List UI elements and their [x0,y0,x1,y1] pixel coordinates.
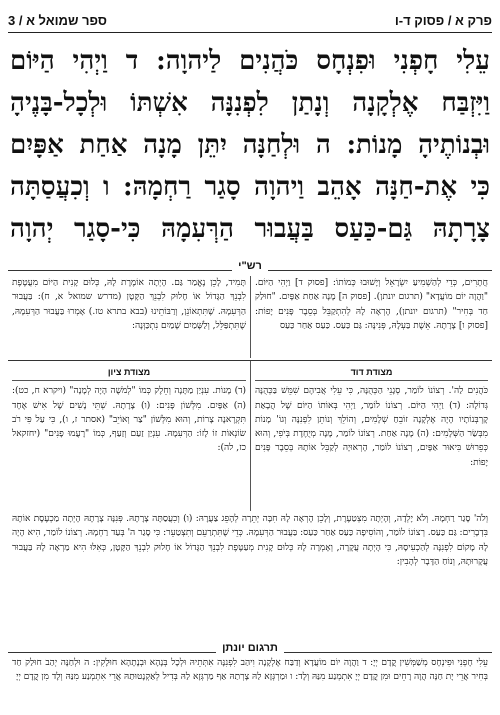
metzudat-david-column [250,361,492,511]
verse-line: צָרָתָהּ גַּם-כַּעַס בַּעֲבוּר הַרְּעִמָהּ כִּי-סָגַר יְהוָה [10,214,490,244]
rashi-heading: רש"י [8,254,492,271]
rashi-right-column: חֲתָרִים, כְּדֵי לְהַשְׁמִיעַ יִשְׂרָאֵל וְיָשׁוּבוּ כְּמוֹתוֹ: [פסוק ד] וַיְהִי הַיּוֹם. "וַהֲוָה יוֹם מוֹעֲדָא" (תרגום יונתן). [פסוק ה] מָנָה אַחַת אַפָּיִם. "חוּלַק חַד בְּחִיר" (תרגום יונתן), הֶרְאָה לָהּ לְהִתְקַבֵּל בְּסֵבֶר פָּנִים יָפוֹת: [פסוק ו] צָרָתָהּ. אֵשֶׁת בַּעְלָהּ, פְּנִינָּה: גַּם כַּעַס. כַּעַס אַחַר כַּעַס [250,276,492,358]
verse-line: וּבְנוֹתֶיהָ מָנוֹת: ה וּלְחַנָּה יִתֵּן מָנָה אַחַת אַפָּיִם [10,130,490,160]
metzudat-tzion-heading: מצודת ציון [12,365,246,381]
biblical-text [10,40,490,252]
verse-line: כִּי אֶת-חַנָּה אָהֵב וַיהוָה סָגַר רַחְמָהּ: ו וְכִעֲסַתָּה [10,172,490,202]
commentary-continuation: וְלֹה' סָגַר רַחְמָהּ. וְלֹא יָלְדָה, וְהָיְתָה מִצְטַעֶרֶת, וְלָכֵן הֶרְאָה לָהּ חִבָּה יְתֵרָה לְהָפֵג צַעֲרָהּ: (ו) וְכִעֲסַתָּה צָרָתָהּ. פְּנִנָּה צָרָתָהּ הָיְתָה מַכְעֶסֶת אוֹתָהּ בִּדְבָרִים: גַּם כַּעַס. רְצוֹנוֹ לוֹמַר, וְהוֹסִיפָה כַּעַס אַחַר כַּעַס: בַּעֲבוּר הַרְּעִמָהּ. כְּדֵי שֶׁתִּתְרַעֵם וְתִצְטַעֵר: כִּי סָגַר ה' בְּעַד רַחְמָהּ. רְצוֹנוֹ לוֹמַר, הִיא הָיָה לָהּ מָקוֹם לִפְנִנָּה לְהַכְעִיסָהּ, כִּי הָיְתָה עֲקָרָה, וְאָמְרָה לָהּ כְּלוּם קָנִית מְעַטֶּפֶת לִבְנֵךְ הַגָּדוֹל אוֹ חָלוּק לִבְנֵךְ הַקָּטָן, כְּאִלּוּ הִיא מַרְאָה לָהּ בַּעֲבוּר עֲקָרוּתָהּ, וְנוֹחַ הַדָּבָר לְהָבִין: [12,514,488,567]
targum-heading: תרגום יונתן [8,636,492,653]
chapter-verse-label: פרק א / פסוק ד-ו [394,12,492,28]
metzudat-tzion-column [8,361,250,511]
metzudat-david-heading: מצודת דוד [255,365,488,381]
book-page-label: ספר שמואל א / 3 [8,12,107,28]
verse-line: וַיִּזְבַּח אֶלְקָנָה וְנָתַן לִפְנִנָּה אִשְׁתּוֹ וּלְכָל-בָּנֶיהָ [10,88,490,118]
verse-line: עֵלִי חָפְנִי וּפִנְחָס כֹּהֲנִים לַיהוָה: ד וַיְהִי הַיּוֹם [10,46,490,76]
metzudot-columns [8,360,492,511]
rashi-left-column: תָּמִיד, לָכֵן נֶאֱמַר גַּם. הָיְתָה אוֹמֶרֶת לָהּ, כְּלוּם קָנִית הַיּוֹם מִעֲטֶפֶת לִבְנֵךְ הַגָּדוֹל אוֹ חָלוּק לִבְנֵךְ הַקָּטָן (מדרש שמואל א, ח): בַּעֲבוּר הַרְּעִמָהּ. שֶׁתִּתְאוֹנֵן, וְרַבּוֹתֵינוּ (בבא בתרא טז.) אָמְרוּ בַּעֲבוּר הַרְּעִמָהּ, שֶׁתִּתְפַּלֵּל, וְלַשָּׁמַיִם שָׁמַיִם נִתְכַּוְּנָה: [12,278,246,331]
page-header [8,8,492,33]
rashi-columns [8,276,492,358]
metzudat-david-text: כֹּהֲנִים לַה'. רְצוֹנוֹ לוֹמַר, סְגָנֵי הַכְּהֻנָּה, כִּי עֵלִי אֲבִיהֶם שִׁמֵּשׁ בַּכְּהֻנָּה גְּדוֹלָה: (ד) וַיְהִי הַיּוֹם. רְצוֹנוֹ לוֹמַר, וַיְהִי בְּאוֹתוֹ הַיּוֹם שֶׁל הֲבָאַת קָרְבְּנוֹתָיו הָיָה אֶלְקָנָה זוֹבֵחַ שְׁלָמִים, וְהוֹלֵךְ וְנוֹתֵן לִפְנִנָּה וְגוֹ' מָנוֹת מִבְּשַׂר הַשְּׁלָמִים: (ה) מָנָה אַחַת. רְצוֹנוֹ לוֹמַר, מָנָה מְיֻחֶדֶת בְּיֹפִי, וְהוּא כְּפֵרוּשׁ בִּיאוּר אַפָּיִם, רְצוֹנוֹ לוֹמַר, הָרְאוּיָה לְקַבֵּל אוֹתָהּ בְּסֵבֶר פָּנִים יָפוֹת: [255,386,488,468]
targum-text: עֵלִי חָפְנִי וּפִינְחָס מְשַׁמְּשִׁין קֳדָם יְיָ: ד וַהֲוָה יוֹם מוֹעֲדָא וְדַבַּח אֶלְקָנָה וִיהַב לִפְנִנָּה אִתְּתֵיהּ וּלְכָל בְּנָהָא וּבְנָתָהָא חוּלָקִין: ה וּלְחַנָּה יְהַב חוּלַק חַד בְּחִיר אֲרֵי יָת חַנָּה הֲוָה רָחֵים וּמִן קֳדָם יְיָ אִתְמְנַע מִנַּהּ וְלָד: ו וּמַרְגְּזָא לַהּ צָרְתַהּ אַף מַרְגְּזָא לַהּ בְּדִיל לְאַקְנָטוּתַהּ אֲרֵי אִתְמְנַע מִנַּהּ וְלָד מִן קֳדָם יְיָ [12,658,488,683]
metzudat-tzion-text: (ד) מָנוֹת. עִנְיַן מַתָּנָה וְחֵלֶק כְּמוֹ "לְמֹשֶׁה הָיָה לְמָנָה" (ויקרא ח, כט): (ה) אַפָּיִם. מִלְּשׁוֹן פָּנִים: (ו) צָרָתָהּ. שְׁתֵּי נָשִׁים שֶׁל אִישׁ אֶחָד תִּקְרֶאנָה צָרוֹת, וְהוּא מִלְּשׁוֹן "צַר וְאוֹיֵב" (אסתר ז, ו), כִּי עַל פִּי רֹב שׂוֹנְאוֹת זוֹ לָזוֹ: הַרְּעִמָהּ. עִנְיַן זַעַם וְזַעַף, כְּמוֹ "רָעֲמוּ פָנִים" (יחזקאל כז, לה): [12,386,246,454]
